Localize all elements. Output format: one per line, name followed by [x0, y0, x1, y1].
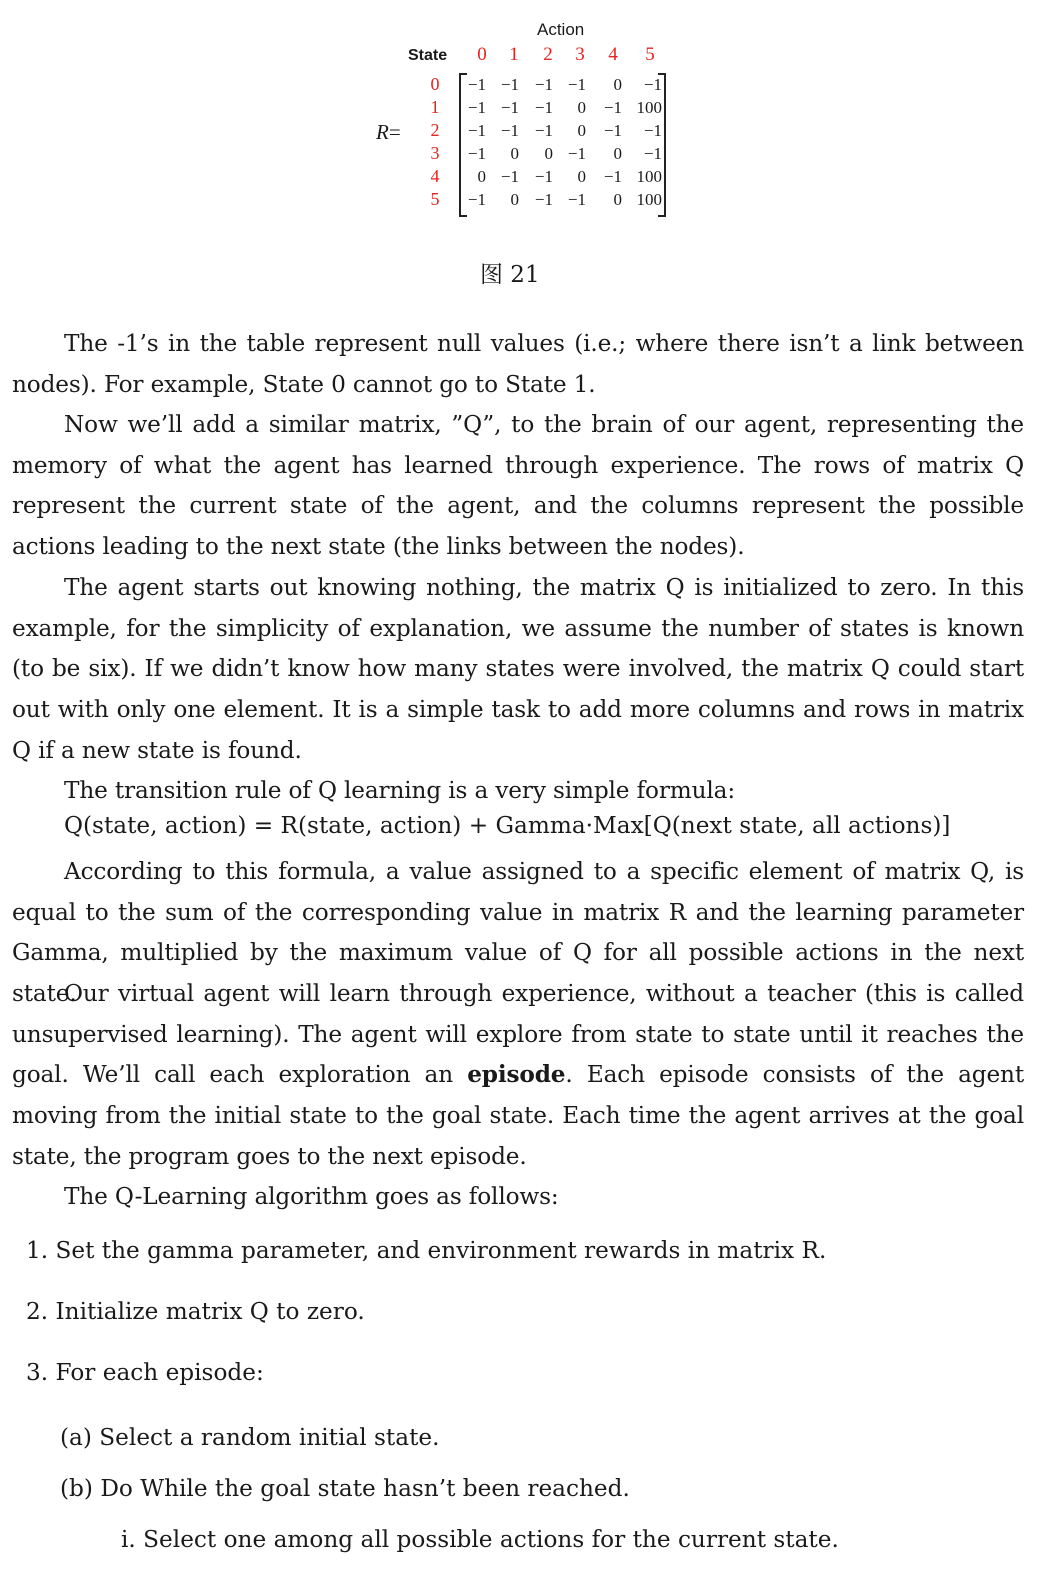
- paragraph-episode: [12, 974, 1024, 1178]
- matrix-cell-r2-c5: −1: [643, 121, 662, 140]
- reward-matrix-figure: [0, 0, 1048, 300]
- matrix-name: R: [376, 120, 389, 144]
- step-text: Select one among all possible actions for the current state.: [143, 1526, 839, 1553]
- step-number: (b): [60, 1475, 93, 1502]
- matrix-cell-r2-c1: −1: [500, 121, 519, 140]
- step-number: 2.: [26, 1298, 49, 1325]
- matrix-cell-r5-c4: 0: [613, 190, 622, 209]
- matrix-cell-r1-c0: −1: [467, 98, 486, 117]
- row-header-1: 1: [430, 97, 440, 117]
- column-header-5: 5: [645, 44, 655, 65]
- step-3a: [60, 1424, 439, 1451]
- step-1: [26, 1237, 826, 1264]
- step-2: [26, 1298, 365, 1325]
- matrix-cell-r1-c2: −1: [534, 98, 553, 117]
- matrix-cell-r0-c3: −1: [567, 75, 586, 94]
- matrix-cell-r5-c2: −1: [534, 190, 553, 209]
- step-text: For each episode:: [55, 1359, 264, 1386]
- step-text: Initialize matrix Q to zero.: [55, 1298, 365, 1325]
- matrix-cell-r4-c5: 100: [636, 167, 662, 186]
- matrix-cell-r5-c1: 0: [510, 190, 519, 209]
- matrix-cell-r1-c4: −1: [603, 98, 622, 117]
- matrix-cell-r2-c0: −1: [467, 121, 486, 140]
- column-header-2: 2: [543, 44, 553, 65]
- matrix-cell-r0-c2: −1: [534, 75, 553, 94]
- action-axis-label: Action: [537, 20, 585, 39]
- matrix-cell-r0-c4: 0: [613, 75, 622, 94]
- column-header-1: 1: [509, 44, 519, 65]
- matrix-cell-r4-c1: −1: [500, 167, 519, 186]
- matrix-cell-r4-c3: 0: [577, 167, 586, 186]
- matrix-cell-r0-c5: −1: [643, 75, 662, 94]
- matrix-cell-r0-c1: −1: [500, 75, 519, 94]
- step-text: Select a random initial state.: [99, 1424, 440, 1451]
- paragraph-text: Now we’ll add a similar matrix, ”Q”, to the brain of our agent, representing the memory of what the agent has learned through experience. The rows of matrix Q represent the current state of the agent, and the columns represent the possible actions leading to the next state (the links between the nodes).: [12, 411, 1024, 561]
- row-header-2: 2: [430, 120, 440, 140]
- matrix-equals: =: [388, 120, 401, 144]
- paragraph-null-values: [12, 324, 1024, 405]
- matrix-label: [376, 120, 401, 145]
- step-number: 1.: [26, 1237, 49, 1264]
- matrix-cell-r0-c0: −1: [467, 75, 486, 94]
- matrix-cell-r2-c3: 0: [577, 121, 586, 140]
- matrix-cell-r1-c1: −1: [500, 98, 519, 117]
- paragraph-text: The transition rule of Q learning is a very simple formula:: [64, 777, 735, 804]
- paragraph-text: The -1’s in the table represent null values (i.e.; where there isn’t a link between nodes). For example, State 0 cannot go to State 1.: [12, 330, 1024, 398]
- column-header-4: 4: [608, 44, 618, 65]
- paragraph-text: Our virtual agent will learn through experience, without a teacher (this is called unsupervised learning). The agent will explore from state to state until it reaches the goal. We’ll call each exploration an: [12, 980, 1024, 1089]
- matrix-cell-r3-c1: 0: [510, 144, 519, 163]
- episode-term: episode: [467, 1061, 566, 1089]
- column-header-0: 0: [477, 44, 487, 65]
- paragraph-text: . Each episode consists of the agent moving from the initial state to the goal state. Each time the agent arrives at the goal state, the program goes to the next episode.: [12, 1061, 1024, 1170]
- matrix-cell-r1-c5: 100: [636, 98, 662, 117]
- matrix-cell-r4-c0: 0: [477, 167, 486, 186]
- q-learning-formula: Q(state, action) = R(state, action) + Gamma·Max[Q(next state, all actions)]: [64, 812, 951, 839]
- paragraph-initialization: [12, 568, 1024, 772]
- step-3: [26, 1359, 264, 1386]
- matrix-cell-r5-c3: −1: [567, 190, 586, 209]
- matrix-cell-r3-c2: 0: [544, 144, 553, 163]
- matrix-cell-r2-c4: −1: [603, 121, 622, 140]
- row-header-0: 0: [430, 74, 440, 94]
- matrix-cell-r5-c5: 100: [636, 190, 662, 209]
- paragraph-text: The Q-Learning algorithm goes as follows:: [64, 1183, 559, 1210]
- matrix-cell-r3-c4: 0: [613, 144, 622, 163]
- paragraph-transition-rule: [12, 771, 1024, 812]
- paragraph-text: According to this formula, a value assigned to a specific element of matrix Q, is equal to the sum of the corresponding value in matrix R and the learning parameter Gamma, multiplied by the maximum value of Q for all possible actions in the next state.: [12, 858, 1024, 1008]
- column-header-3: 3: [575, 44, 585, 65]
- row-header-4: 4: [430, 166, 440, 186]
- step-number: 3.: [26, 1359, 49, 1386]
- row-header-5: 5: [430, 189, 440, 209]
- state-axis-label: State: [408, 47, 448, 64]
- matrix-cell-r5-c0: −1: [467, 190, 486, 209]
- matrix-cell-r3-c3: −1: [567, 144, 586, 163]
- step-3b-i: [121, 1526, 839, 1553]
- matrix-cell-r4-c2: −1: [534, 167, 553, 186]
- matrix-cell-r3-c5: −1: [643, 144, 662, 163]
- matrix-cell-r2-c2: −1: [534, 121, 553, 140]
- paragraph-q-matrix: [12, 405, 1024, 568]
- paragraph-algorithm-intro: [12, 1177, 1024, 1218]
- matrix-cell-r4-c4: −1: [603, 167, 622, 186]
- step-text: Do While the goal state hasn’t been reached.: [100, 1475, 630, 1502]
- matrix-cell-r1-c3: 0: [577, 98, 586, 117]
- step-number: i.: [121, 1526, 136, 1553]
- figure-caption: 图 21: [480, 262, 540, 288]
- row-header-3: 3: [430, 143, 440, 163]
- paragraph-text: The agent starts out knowing nothing, the matrix Q is initialized to zero. In this example, for the simplicity of explanation, we assume the number of states is known (to be six). If we didn’t know how many states were involved, the matrix Q could start out with only one element. It is a simple task to add more columns and rows in matrix Q if a new state is found.: [12, 574, 1024, 764]
- matrix-cell-r3-c0: −1: [467, 144, 486, 163]
- step-number: (a): [60, 1424, 92, 1451]
- step-text: Set the gamma parameter, and environment rewards in matrix R.: [55, 1237, 827, 1264]
- step-3b: [60, 1475, 630, 1502]
